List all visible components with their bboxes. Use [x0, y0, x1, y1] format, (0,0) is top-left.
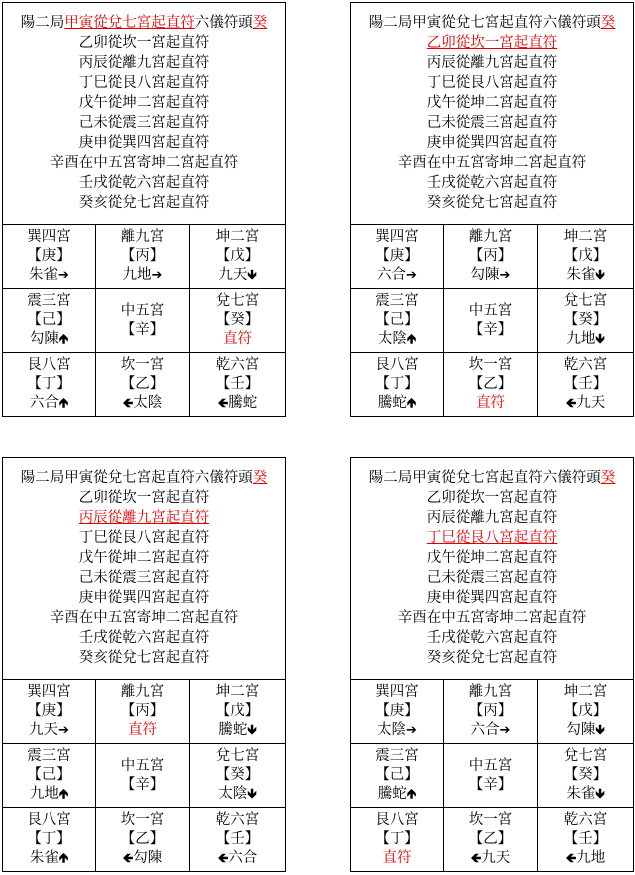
palace-cell-zhong	[96, 289, 190, 353]
fu-tou-highlight: 癸	[600, 470, 616, 486]
palace-cell-xun	[351, 225, 444, 289]
palace-stem: 【己】	[375, 767, 419, 783]
palace-cell-li	[444, 225, 538, 289]
palace-stem: 【庚】	[375, 248, 419, 264]
palace-name: 艮八宮	[375, 812, 419, 828]
palace-stem: 【乙】	[468, 831, 513, 847]
palace-cell-xun	[351, 680, 444, 744]
palace-god	[566, 394, 606, 413]
palace-god	[123, 849, 163, 868]
god-label: 六合	[228, 850, 258, 866]
palace-cell-kan	[96, 808, 190, 871]
arrow-down-icon: 🡻	[595, 723, 605, 738]
header-block	[3, 3, 285, 225]
palace-stem: 【戊】	[563, 248, 608, 264]
palace-name: 乾六宮	[563, 357, 608, 373]
palace-cell-zhong	[444, 744, 538, 808]
arrow-left-icon: 🡸	[565, 396, 577, 411]
zhi-fu-label: 直符	[128, 722, 157, 738]
palace-stem: 【乙】	[120, 376, 165, 392]
header-title-line	[351, 13, 633, 33]
chart-panel-4	[350, 457, 634, 872]
rule-line: 戊午從坤二宮起直符	[78, 95, 210, 111]
palace-god	[378, 330, 416, 349]
palace-name: 坎一宮	[468, 357, 513, 373]
god-label: 九地	[122, 267, 152, 283]
palace-name: 艮八宮	[27, 357, 71, 373]
palace-god	[29, 266, 69, 285]
arrow-down-icon: 🡻	[595, 787, 605, 802]
god-label: 勾陳	[133, 850, 163, 866]
palace-god	[29, 721, 69, 740]
palace-name: 離九宮	[468, 684, 513, 700]
title-text: 陽二局甲寅從兌七宮起直符六儀符頭	[368, 470, 601, 486]
palace-name: 坤二宮	[215, 229, 260, 245]
rule-line: 戊午從坤二宮起直符	[78, 550, 210, 566]
arrow-up-icon: 🡹	[406, 396, 417, 411]
chart-panel-1	[2, 2, 286, 417]
palace-cell-zhen	[3, 289, 96, 353]
rule-line: 庚申從巽四宮起直符	[78, 135, 210, 151]
palace-cell-dui	[538, 289, 633, 353]
rule-line: 壬戌從乾六宮起直符	[78, 175, 210, 191]
rule-line: 辛酉在中五宮寄坤二宮起直符	[49, 155, 239, 171]
arrow-down-icon: 🡻	[595, 332, 605, 347]
god-label: 朱雀	[566, 786, 596, 802]
palace-name: 坤二宮	[215, 684, 260, 700]
rule-line: 己未從震三宮起直符	[426, 115, 558, 131]
arrow-down-icon: 🡻	[595, 268, 605, 283]
palace-cell-xun	[3, 680, 96, 744]
rule-line: 庚申從巽四宮起直符	[426, 590, 558, 606]
palace-stem: 【丁】	[375, 376, 419, 392]
palace-stem: 【丁】	[27, 831, 71, 847]
arrow-right-icon: ➔	[58, 268, 69, 283]
palace-cell-zhong	[444, 289, 538, 353]
palace-cell-li	[96, 680, 190, 744]
zhi-fu-label: 直符	[223, 331, 252, 347]
god-label: 勾陳	[29, 331, 59, 347]
palace-grid	[351, 225, 633, 416]
palace-stem: 【辛】	[468, 321, 513, 338]
palace-name: 中五宮	[120, 302, 165, 319]
god-label: 太陰	[133, 395, 163, 411]
palace-god	[218, 849, 258, 868]
palace-cell-dui	[190, 289, 285, 353]
palace-cell-qian	[538, 353, 633, 416]
palace-cell-kan	[444, 353, 538, 416]
rule-line: 己未從震三宮起直符	[426, 570, 558, 586]
palace-stem: 【丙】	[120, 703, 165, 719]
rule-line: 丁巳從艮八宮起直符	[78, 75, 210, 91]
arrow-up-icon: 🡹	[58, 332, 69, 347]
header-block	[3, 458, 285, 680]
rule-line: 乙卯從坎一宮起直符	[78, 35, 210, 51]
palace-name: 乾六宮	[215, 812, 260, 828]
palace-cell-gen	[3, 808, 96, 871]
god-label: 朱雀	[29, 850, 59, 866]
rule-line: 己未從震三宮起直符	[78, 115, 210, 131]
god-label: 太陰	[218, 786, 248, 802]
header-block	[351, 3, 633, 225]
arrow-left-icon: 🡸	[217, 396, 229, 411]
palace-stem: 【丁】	[375, 831, 419, 847]
header-block	[351, 458, 633, 680]
palace-name: 兌七宮	[215, 748, 260, 764]
arrow-left-icon: 🡸	[565, 851, 577, 866]
arrow-right-icon: ➔	[406, 268, 417, 283]
palace-cell-zhen	[351, 289, 444, 353]
arrow-left-icon: 🡸	[470, 851, 482, 866]
arrow-right-icon: ➔	[499, 268, 511, 283]
rule-line: 壬戌從乾六宮起直符	[78, 630, 210, 646]
palace-stem: 【戊】	[563, 703, 608, 719]
palace-cell-kun	[538, 680, 633, 744]
palace-god	[471, 721, 511, 740]
palace-grid	[351, 680, 633, 871]
rule-line: 庚申從巽四宮起直符	[426, 135, 558, 151]
palace-name: 離九宮	[120, 229, 165, 245]
god-label: 騰蛇	[228, 395, 258, 411]
palace-god	[218, 266, 256, 285]
rule-line: 丙辰從離九宮起直符	[426, 510, 558, 526]
god-label: 六合	[377, 267, 407, 283]
god-label: 九地	[576, 850, 606, 866]
palace-name: 震三宮	[27, 748, 71, 764]
rule-line: 丁巳從艮八宮起直符	[426, 75, 558, 91]
palace-stem: 【壬】	[563, 831, 608, 847]
arrow-right-icon: ➔	[58, 723, 69, 738]
palace-cell-gen	[351, 808, 444, 871]
rule-line: 癸亥從兌七宮起直符	[426, 195, 558, 211]
palace-name: 乾六宮	[215, 357, 260, 373]
palace-stem: 【己】	[375, 312, 419, 328]
palace-god	[471, 266, 511, 285]
palace-name: 乾六宮	[563, 812, 608, 828]
god-label: 九天	[481, 850, 511, 866]
rule-line: 壬戌從乾六宮起直符	[426, 175, 558, 191]
palace-stem: 【丙】	[468, 248, 513, 264]
palace-name: 中五宮	[468, 302, 513, 319]
palace-name: 震三宮	[27, 293, 71, 309]
god-label: 騰蛇	[377, 395, 407, 411]
palace-stem: 【壬】	[563, 376, 608, 392]
rule-line: 乙卯從坎一宮起直符	[78, 490, 210, 506]
rule-line: 丁巳從艮八宮起直符	[78, 530, 210, 546]
palace-grid	[3, 225, 285, 416]
palace-god	[566, 266, 604, 285]
palace-name: 巽四宮	[27, 229, 71, 245]
arrow-left-icon: 🡸	[122, 851, 134, 866]
highlighted-rule: 甲寅從兌七宮起直符	[64, 15, 195, 31]
god-label: 勾陳	[470, 267, 500, 283]
palace-name: 巽四宮	[375, 684, 419, 700]
palace-god	[30, 785, 68, 804]
palace-god	[123, 394, 163, 413]
palace-name: 艮八宮	[375, 357, 419, 373]
palace-god	[377, 266, 417, 285]
palace-god	[566, 721, 604, 740]
palace-stem: 【癸】	[563, 767, 608, 783]
god-label: 朱雀	[29, 267, 59, 283]
palace-cell-qian	[538, 808, 633, 871]
palace-cell-dui	[538, 744, 633, 808]
rule-line: 癸亥從兌七宮起直符	[426, 650, 558, 666]
palace-stem: 【庚】	[27, 703, 71, 719]
palace-god	[123, 266, 163, 285]
god-label: 九地	[29, 786, 59, 802]
palace-name: 巽四宮	[27, 684, 71, 700]
palace-stem: 【乙】	[120, 831, 165, 847]
palace-cell-zhen	[351, 744, 444, 808]
highlighted-rule: 丁巳從艮八宮起直符	[426, 530, 558, 546]
title-text: 陽二局甲寅從兌七宮起直符六儀符頭	[20, 470, 253, 486]
god-label: 九天	[29, 722, 59, 738]
god-label: 太陰	[377, 331, 407, 347]
palace-stem: 【丙】	[468, 703, 513, 719]
arrow-up-icon: 🡹	[58, 787, 69, 802]
palace-stem: 【癸】	[563, 312, 608, 328]
palace-god	[218, 785, 256, 804]
arrow-right-icon: ➔	[151, 268, 163, 283]
palace-cell-kun	[190, 225, 285, 289]
palace-god	[566, 330, 604, 349]
palace-cell-li	[444, 680, 538, 744]
arrow-up-icon: 🡹	[58, 851, 69, 866]
palace-name: 坎一宮	[468, 812, 513, 828]
palace-cell-kun	[538, 225, 633, 289]
arrow-down-icon: 🡻	[247, 787, 257, 802]
palace-god	[30, 394, 68, 413]
rule-line: 戊午從坤二宮起直符	[426, 95, 558, 111]
title-text: 六儀符頭	[194, 15, 253, 31]
highlighted-rule: 乙卯從坎一宮起直符	[426, 35, 558, 51]
rule-line: 丙辰從離九宮起直符	[78, 55, 210, 71]
palace-cell-kan	[96, 353, 190, 416]
rule-line: 戊午從坤二宮起直符	[426, 550, 558, 566]
highlighted-rule: 丙辰從離九宮起直符	[78, 510, 210, 526]
palace-name: 中五宮	[120, 757, 165, 774]
palace-cell-gen	[351, 353, 444, 416]
palace-god	[378, 785, 416, 804]
arrow-right-icon: ➔	[406, 723, 417, 738]
rule-line: 癸亥從兌七宮起直符	[78, 650, 210, 666]
palace-god	[218, 394, 258, 413]
rule-line: 丙辰從離九宮起直符	[426, 55, 558, 71]
rule-line: 辛酉在中五宮寄坤二宮起直符	[397, 610, 587, 626]
palace-name: 兌七宮	[563, 748, 608, 764]
palace-stem: 【辛】	[120, 776, 165, 793]
palace-cell-dui	[190, 744, 285, 808]
palace-name: 坤二宮	[563, 229, 608, 245]
palace-god	[471, 849, 511, 868]
palace-stem: 【癸】	[215, 767, 260, 783]
god-label: 六合	[470, 722, 500, 738]
palace-stem: 【己】	[27, 767, 71, 783]
palace-stem: 【辛】	[120, 321, 165, 338]
header-title-line	[3, 13, 285, 33]
god-label: 勾陳	[566, 722, 596, 738]
palace-god	[378, 394, 416, 413]
arrow-down-icon: 🡻	[247, 268, 257, 283]
palace-grid	[3, 680, 285, 871]
palace-name: 兌七宮	[563, 293, 608, 309]
palace-god	[218, 721, 256, 740]
palace-stem: 【己】	[27, 312, 71, 328]
chart-panel-3	[2, 457, 286, 872]
palace-name: 離九宮	[468, 229, 513, 245]
god-label: 騰蛇	[218, 722, 248, 738]
palace-god	[377, 721, 417, 740]
palace-name: 中五宮	[468, 757, 513, 774]
arrow-down-icon: 🡻	[247, 723, 257, 738]
palace-stem: 【戊】	[215, 248, 260, 264]
title-text: 陽二局	[20, 15, 65, 31]
fu-tou-highlight: 癸	[600, 15, 616, 31]
palace-stem: 【壬】	[215, 376, 260, 392]
palace-cell-kun	[190, 680, 285, 744]
palace-name: 艮八宮	[27, 812, 71, 828]
palace-stem: 【壬】	[215, 831, 260, 847]
palace-name: 震三宮	[375, 748, 419, 764]
palace-cell-li	[96, 225, 190, 289]
fu-tou-highlight: 癸	[252, 470, 268, 486]
god-label: 九地	[566, 331, 596, 347]
fu-tou-highlight: 癸	[252, 15, 268, 31]
rule-line: 辛酉在中五宮寄坤二宮起直符	[397, 155, 587, 171]
arrow-up-icon: 🡹	[406, 332, 417, 347]
palace-stem: 【辛】	[468, 776, 513, 793]
god-label: 太陰	[377, 722, 407, 738]
palace-name: 離九宮	[120, 684, 165, 700]
palace-stem: 【乙】	[468, 376, 513, 392]
title-text: 陽二局甲寅從兌七宮起直符六儀符頭	[368, 15, 601, 31]
palace-cell-qian	[190, 808, 285, 871]
palace-stem: 【戊】	[215, 703, 260, 719]
god-label: 六合	[29, 395, 59, 411]
palace-name: 坎一宮	[120, 357, 165, 373]
palace-cell-qian	[190, 353, 285, 416]
palace-stem: 【癸】	[215, 312, 260, 328]
arrow-right-icon: ➔	[499, 723, 511, 738]
palace-god	[30, 849, 68, 868]
rule-line: 庚申從巽四宮起直符	[78, 590, 210, 606]
palace-cell-zhen	[3, 744, 96, 808]
palace-name: 坤二宮	[563, 684, 608, 700]
palace-cell-xun	[3, 225, 96, 289]
palace-cell-gen	[3, 353, 96, 416]
zhi-fu-label: 直符	[382, 850, 412, 866]
arrow-left-icon: 🡸	[217, 851, 229, 866]
god-label: 騰蛇	[377, 786, 407, 802]
palace-name: 震三宮	[375, 293, 419, 309]
palace-name: 兌七宮	[215, 293, 260, 309]
palace-stem: 【丁】	[27, 376, 71, 392]
god-label: 朱雀	[566, 267, 596, 283]
arrow-up-icon: 🡹	[406, 787, 417, 802]
palace-name: 巽四宮	[375, 229, 419, 245]
chart-panel-2	[350, 2, 634, 417]
palace-god	[30, 330, 68, 349]
palace-cell-zhong	[96, 744, 190, 808]
arrow-up-icon: 🡹	[58, 396, 69, 411]
palace-stem: 【庚】	[27, 248, 71, 264]
palace-god	[566, 849, 606, 868]
zhi-fu-label: 直符	[476, 395, 505, 411]
header-title-line	[351, 468, 633, 488]
palace-stem: 【庚】	[375, 703, 419, 719]
arrow-left-icon: 🡸	[122, 396, 134, 411]
palace-stem: 【丙】	[120, 248, 165, 264]
rule-line: 壬戌從乾六宮起直符	[426, 630, 558, 646]
header-title-line	[3, 468, 285, 488]
rule-line: 乙卯從坎一宮起直符	[426, 490, 558, 506]
god-label: 九天	[576, 395, 606, 411]
palace-god	[566, 785, 604, 804]
god-label: 九天	[218, 267, 248, 283]
palace-name: 坎一宮	[120, 812, 165, 828]
rule-line: 己未從震三宮起直符	[78, 570, 210, 586]
rule-line: 辛酉在中五宮寄坤二宮起直符	[49, 610, 239, 626]
rule-line: 癸亥從兌七宮起直符	[78, 195, 210, 211]
palace-cell-kan	[444, 808, 538, 871]
